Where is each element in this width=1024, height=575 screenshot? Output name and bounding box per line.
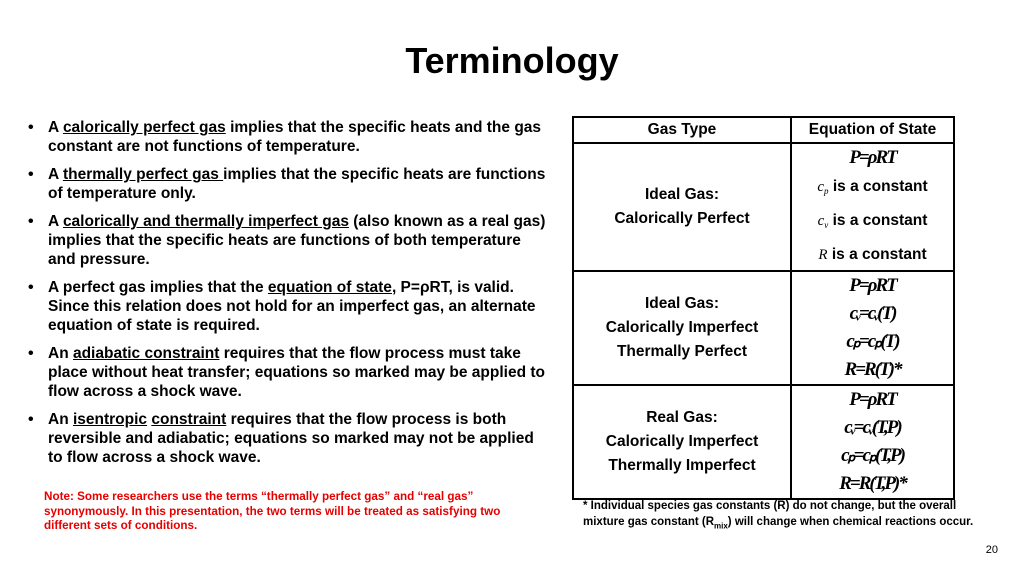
list-item: • A calorically perfect gas implies that the specific heats and the gas constant are not functions of temperature. xyxy=(28,118,548,156)
equation: R=R(T)* xyxy=(844,359,901,380)
slide-title: Terminology xyxy=(405,40,619,81)
equation: R=R(T,P)* xyxy=(839,473,906,494)
equation: cᵥ=cᵥ(T,P) xyxy=(844,417,901,438)
equation: cₚ=cₚ(T,P) xyxy=(841,445,904,466)
list-item: • An isentropic constraint requires that the flow process is both reversible and adiabatic; equations so marked may not be applied to flow across a shock wave. xyxy=(28,410,548,467)
equation-cell xyxy=(791,143,954,271)
equation: P=ρRT xyxy=(849,389,896,410)
gas-type-cell: Ideal Gas: Calorically Imperfect Thermally Perfect xyxy=(573,271,791,385)
constant-line: $c_v$ is a constant xyxy=(817,212,928,230)
term-constraint: constraint xyxy=(151,411,227,428)
gas-type-cell: Real Gas: Calorically Imperfect Thermally Imperfect xyxy=(573,385,791,499)
constant-line: $c_p$ is a constant xyxy=(817,178,928,196)
table-row xyxy=(573,143,954,271)
list-item: • An adiabatic constraint requires that the flow process must take place without heat transfer; equations so marked may be applied to flow across a shock wave. xyxy=(28,344,548,401)
gas-type-cell: Ideal Gas: Calorically Perfect xyxy=(573,143,791,271)
term-imperfect-gas: calorically and thermally imperfect gas xyxy=(62,213,349,230)
equation: P=ρRT xyxy=(849,147,896,168)
table-row xyxy=(573,271,954,385)
term-thermally-perfect: thermally perfect gas xyxy=(62,166,224,183)
term-adiabatic-constraint: adiabatic constraint xyxy=(72,345,220,362)
equation-cell xyxy=(791,385,954,499)
gas-type-table xyxy=(572,116,955,500)
note-text: Note: Some researchers use the terms “thermally perfect gas” and “real gas” synonymously. In this presentation, the two terms will be treated as satisfying two different sets of conditions. xyxy=(44,490,501,532)
header-equation-of-state: Equation of State xyxy=(791,117,954,143)
constant-line: R is a constant xyxy=(818,246,927,263)
table-header-row xyxy=(573,117,954,143)
equation: cᵥ=cᵥ(T) xyxy=(849,303,896,324)
list-item: • A calorically and thermally imperfect gas (also known as a real gas) implies that the specific heats are functions of both temperature and pressure. xyxy=(28,212,548,269)
header-gas-type: Gas Type xyxy=(573,117,791,143)
list-item: • A thermally perfect gas implies that the specific heats are functions of temperature only. xyxy=(28,165,548,203)
term-isentropic: isentropic xyxy=(72,411,148,428)
equation: P=ρRT xyxy=(849,275,896,296)
footnote: * Individual species gas constants (R) do not change, but the overall mixture gas constant $(R_{mix})$ will change when chemical reactions occur. xyxy=(583,500,974,531)
table-row xyxy=(573,385,954,499)
list-item: • A perfect gas implies that the equation of state, P=ρRT, is valid. Since this relation does not hold for an imperfect gas, an alternate equation of state is required. xyxy=(28,278,548,335)
page-number: 20 xyxy=(985,544,998,556)
terminology-list xyxy=(28,118,548,476)
term-equation-of-state: equation of state xyxy=(267,279,392,296)
term-calorically-perfect: calorically perfect gas xyxy=(62,119,226,136)
equation-cell xyxy=(791,271,954,385)
equation: cₚ=cₚ(T) xyxy=(846,331,899,352)
